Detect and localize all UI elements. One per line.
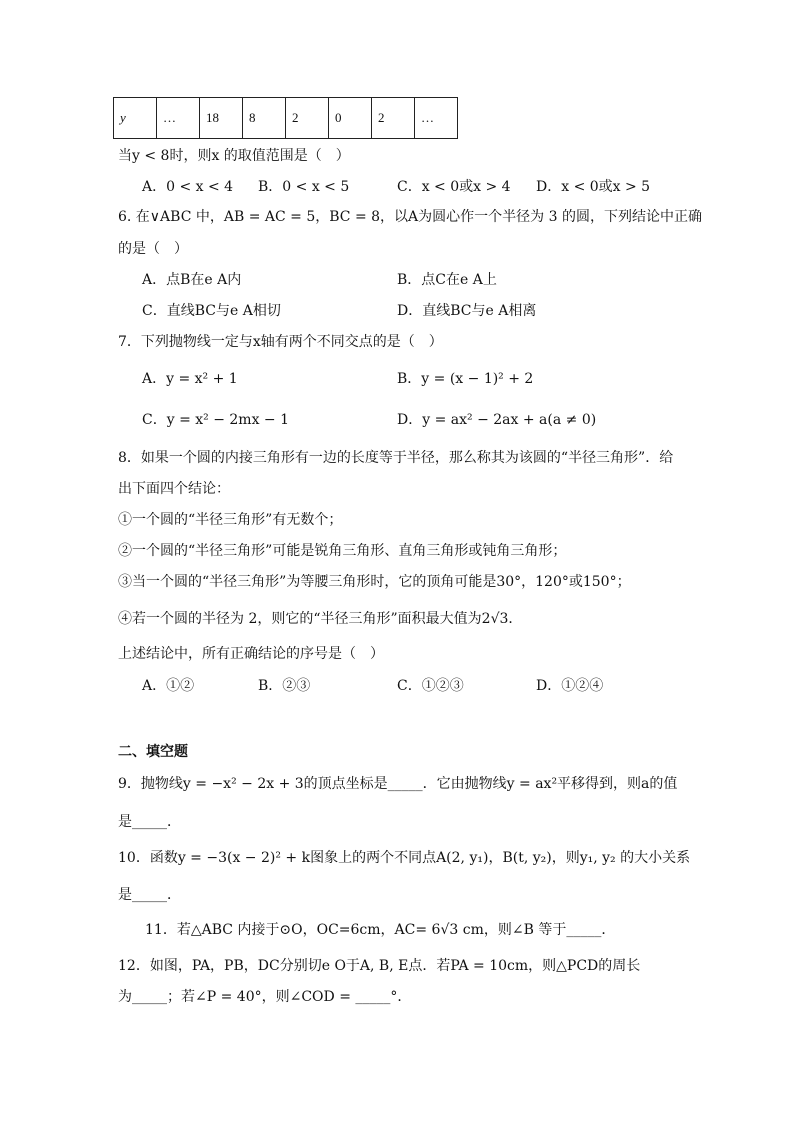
table-cell: …: [415, 98, 458, 139]
q8-item-3: ③当一个圆的“半径三角形”为等腰三角形时，它的顶角可能是30°，120°或150°；: [118, 574, 631, 590]
q8-item-1: ①一个圆的“半径三角形”有无数个；: [118, 512, 343, 528]
q6-option-d: D．直线BC与e A相离: [397, 303, 537, 319]
q10-line1: 10．函数y = −3(x − 2)² + k图象上的两个不同点A(2, y₁)，B(t, y₂)，则y₁, y₂ 的大小关系: [118, 850, 691, 866]
q12-line1: 12．如图，PA，PB，DC分别切e O于A, B, E点．若PA = 10cm，则△PCD的周长: [118, 958, 641, 974]
q11-line1: 11．若△ABC 内接于⊙O，OC=6cm，AC= 6√3 cm，则∠B 等于_____．: [145, 922, 616, 938]
q12-line2: 为_____；若∠P = 40°，则∠COD = _____°．: [118, 989, 412, 1005]
q5-option-b: B．0 < x < 5: [258, 179, 350, 195]
table-cell: y: [114, 98, 157, 139]
q8-option-a: A．①②: [142, 678, 195, 694]
table-cell: 2: [286, 98, 329, 139]
q8-option-c: C．①②③: [397, 678, 464, 694]
q8-question: 上述结论中，所有正确结论的序号是（ ）: [118, 646, 384, 662]
q7-option-d: D．y = ax² − 2ax + a(a ≠ 0): [397, 412, 597, 428]
q8-item-2: ②一个圆的“半径三角形”可能是锐角三角形、直角三角形或钝角三角形；: [118, 543, 567, 559]
q7-option-b: B．y = (x − 1)² + 2: [397, 371, 534, 387]
q8-stem-line2: 出下面四个结论：: [118, 481, 230, 497]
table-cell: 2: [372, 98, 415, 139]
q6-option-a: A．点B在e A内: [142, 272, 242, 288]
q7-option-a: A．y = x² + 1: [142, 371, 238, 387]
q7-stem: 7．下列抛物线一定与x轴有两个不同交点的是（ ）: [118, 334, 443, 350]
table-cell: 18: [200, 98, 243, 139]
q6-option-c: C．直线BC与e A相切: [142, 303, 281, 319]
q5-option-d: D．x < 0或x > 5: [536, 179, 651, 195]
table-cell: …: [157, 98, 200, 139]
q6-option-b: B．点C在e A上: [397, 272, 497, 288]
q6-stem-line1: 6. 在∨ABC 中，AB = AC = 5，BC = 8，以A为圆心作一个半径为 3 的圆，下列结论中正确: [118, 209, 702, 225]
q8-stem-line1: 8．如果一个圆的内接三角形有一边的长度等于半径，那么称其为该圆的“半径三角形”．给: [118, 450, 674, 466]
q5-stem: 当y < 8时，则x 的取值范围是（ ）: [118, 148, 350, 164]
table-cell: 0: [329, 98, 372, 139]
value-table: [113, 97, 458, 139]
q6-stem-line2: 的是（ ）: [118, 241, 188, 257]
q8-item-4: ④若一个圆的半径为 2，则它的“半径三角形”面积最大值为2√3．: [118, 611, 523, 627]
q5-option-a: A．0 < x < 4: [142, 179, 234, 195]
q5-option-c: C．x < 0或x > 4: [397, 179, 511, 195]
q9-line2: 是_____．: [118, 814, 181, 830]
q8-option-d: D．①②④: [536, 678, 604, 694]
q10-line2: 是_____．: [118, 887, 181, 903]
table-row: [114, 98, 458, 139]
q9-line1: 9．抛物线y = −x² − 2x + 3的顶点坐标是_____．它由抛物线y = ax²平移得到，则a的值: [118, 776, 678, 792]
section-title: 二、填空题: [118, 744, 188, 760]
table-cell: 8: [243, 98, 286, 139]
q7-option-c: C．y = x² − 2mx − 1: [142, 412, 290, 428]
q8-option-b: B．②③: [258, 678, 311, 694]
